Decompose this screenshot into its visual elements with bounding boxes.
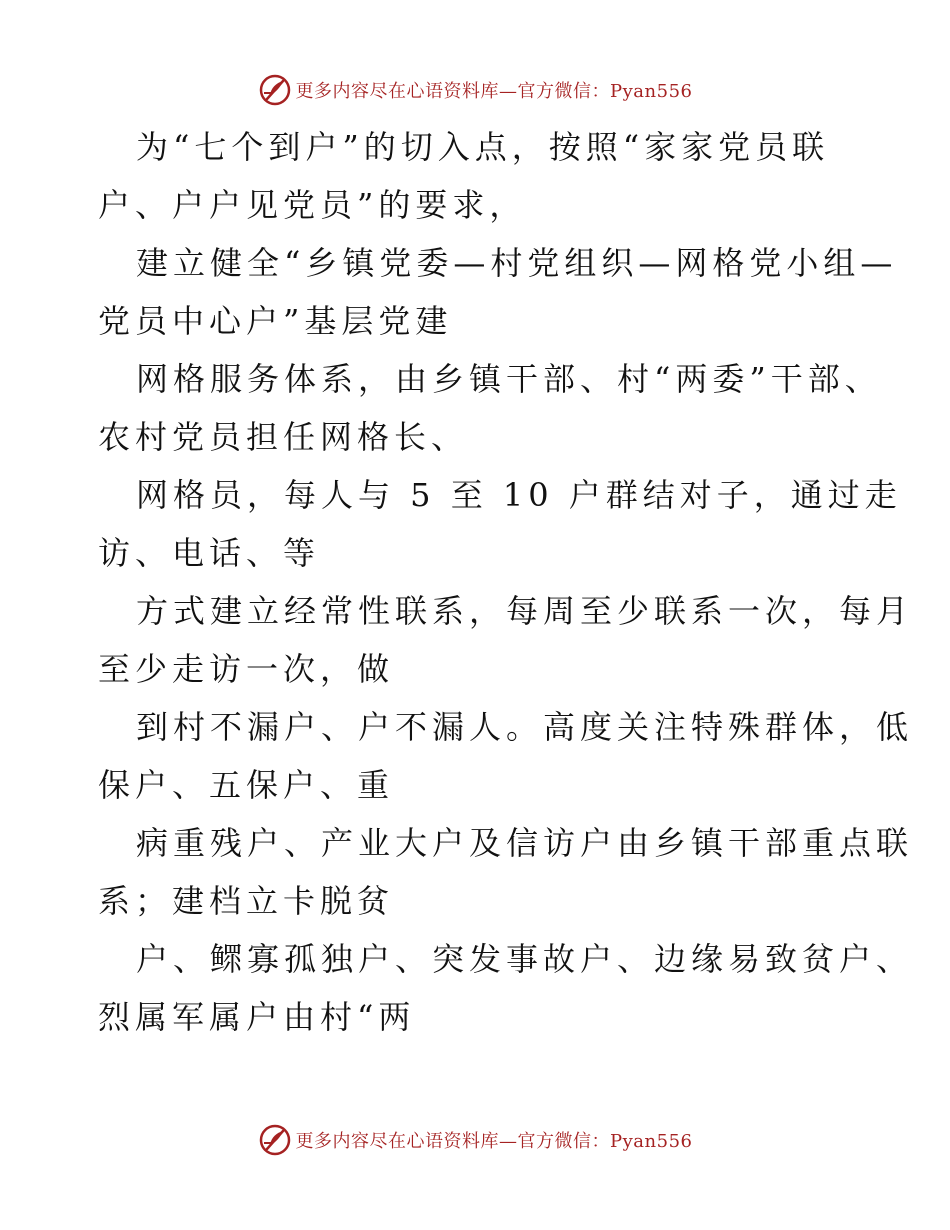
body-line: 访、电话、等 <box>98 534 321 572</box>
body-line: 方式建立经常性联系，每周至少联系一次，每月 <box>136 592 914 630</box>
body-line: 户、鳏寡孤独户、突发事故户、边缘易致贫户、 <box>136 940 914 978</box>
body-line: 为“七个到户”的切入点，按照“家家党员联 <box>136 128 830 166</box>
feather-quill-logo-icon <box>258 1123 292 1157</box>
body-line: 烈属军属户由村“两 <box>98 998 416 1036</box>
body-line: 网格服务体系，由乡镇干部、村“两委”干部、 <box>136 360 882 398</box>
document-body <box>98 118 914 1046</box>
body-line: 系；建档立卡脱贫 <box>98 882 395 920</box>
header-banner-text: 更多内容尽在心语资料库—官方微信：Pyan556 <box>295 81 693 102</box>
body-line: 保户、五保户、重 <box>98 766 395 804</box>
body-line: 网格员，每人与 5 至 10 户群结对子，通过走 <box>136 476 902 514</box>
feather-quill-logo-icon <box>258 73 292 107</box>
body-line: 农村党员担任网格长、 <box>98 418 469 456</box>
body-line: 病重残户、产业大户及信访户由乡镇干部重点联 <box>136 824 914 862</box>
footer-banner-text: 更多内容尽在心语资料库—官方微信：Pyan556 <box>295 1131 693 1152</box>
body-line: 户、户户见党员”的要求， <box>98 186 527 224</box>
body-line: 党员中心户”基层党建 <box>98 302 453 340</box>
body-line: 建立健全“乡镇党委—村党组织—网格党小组— <box>136 244 898 282</box>
footer-banner <box>0 1120 950 1160</box>
header-banner <box>0 70 950 110</box>
body-line: 到村不漏户、户不漏人。高度关注特殊群体，低 <box>136 708 914 746</box>
body-line: 至少走访一次，做 <box>98 650 395 688</box>
